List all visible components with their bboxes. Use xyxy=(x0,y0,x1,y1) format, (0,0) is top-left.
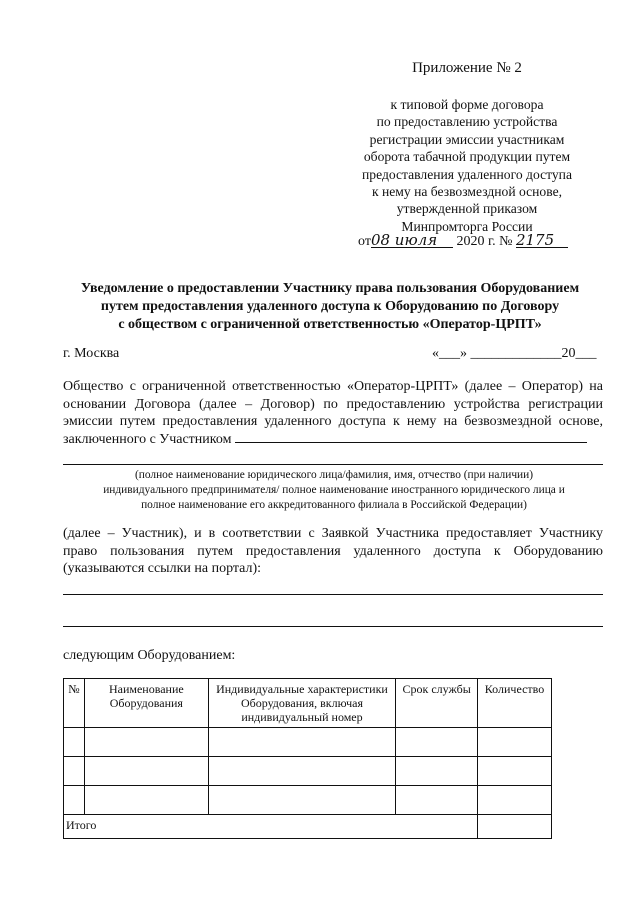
appendix-line: к нему на безвозмездной основе, xyxy=(371,184,563,200)
table-cell[interactable] xyxy=(396,786,478,815)
col-number: № xyxy=(64,679,85,728)
appendix-line: к типовой форме договора xyxy=(390,97,544,112)
table-cell[interactable] xyxy=(396,757,478,786)
participant-name-hint xyxy=(70,468,598,513)
handwritten-order-number: 2175 xyxy=(516,233,568,248)
appendix-reference xyxy=(332,96,602,235)
table-cell[interactable] xyxy=(64,786,85,815)
equipment-table xyxy=(63,678,552,839)
table-cell[interactable] xyxy=(208,786,396,815)
appendix-line: по предоставлению устройства xyxy=(376,114,558,130)
appendix-line: Минпромторга России xyxy=(401,218,533,234)
table-header-row xyxy=(64,679,552,728)
col-service-life: Срок службы xyxy=(396,679,478,728)
order-year: 2020 г. № xyxy=(456,234,513,249)
hint-line: индивидуального предпринимателя/ полное наименование иностранного юридического лица и xyxy=(103,484,565,496)
table-cell[interactable] xyxy=(208,728,396,757)
table-cell[interactable] xyxy=(84,786,208,815)
paragraph-participant: (далее – Участник), и в соответствии с Заявкой Участника предоставляет Участнику право пользования путем предоставления удаленного доступа к Оборудованию (указываются ссылки на портал): xyxy=(63,526,603,577)
table-cell[interactable] xyxy=(84,757,208,786)
table-cell[interactable] xyxy=(478,757,552,786)
paragraph-operator-text: Общество с ограниченной ответственностью «Оператор-ЦРПТ» (далее – Оператор) на основании Договора (далее – Договор) по предоставлению устройства регистрации эмиссии путем предоставления удаленного доступа к нему на безвозмездной основе, заключенного с Участником xyxy=(63,379,603,447)
total-quantity-cell[interactable] xyxy=(478,815,552,839)
appendix-line: предоставления удаленного доступа xyxy=(362,166,572,182)
col-quantity: Количество xyxy=(478,679,552,728)
col-equipment-name: Наименование Оборудования xyxy=(84,679,208,728)
table-cell[interactable] xyxy=(478,728,552,757)
hint-line: (полное наименование юридического лица/фамилия, имя, отчество (при наличии) xyxy=(134,469,534,481)
order-prefix: от xyxy=(358,234,371,249)
place: г. Москва xyxy=(63,346,120,361)
table-cell[interactable] xyxy=(64,728,85,757)
portal-link-line[interactable] xyxy=(63,594,603,595)
total-row xyxy=(64,815,552,839)
col-characteristics: Индивидуальные характеристики Оборудования, включая индивидуальный номер xyxy=(208,679,396,728)
table-row xyxy=(64,757,552,786)
total-label: Итого xyxy=(64,815,478,839)
heading-line: с обществом с ограниченной ответственностью «Оператор-ЦРПТ» xyxy=(118,317,542,332)
table-row xyxy=(64,728,552,757)
heading-line: путем предоставления удаленного доступа к Оборудованию по Договору xyxy=(100,299,560,314)
paragraph-operator xyxy=(63,378,603,448)
hint-line: полное наименование его аккредитованного филиала в Российской Федерации) xyxy=(141,499,527,511)
table-cell[interactable] xyxy=(64,757,85,786)
order-line xyxy=(358,233,568,250)
portal-link-line[interactable] xyxy=(63,626,603,627)
table-row xyxy=(64,786,552,815)
appendix-line: утвержденной приказом xyxy=(396,201,538,217)
table-cell[interactable] xyxy=(396,728,478,757)
table-cell[interactable] xyxy=(84,728,208,757)
equipment-intro: следующим Оборудованием: xyxy=(63,648,236,663)
appendix-title: Приложение № 2 xyxy=(412,60,522,76)
appendix-line: регистрации эмиссии участникам xyxy=(369,131,565,147)
document-heading xyxy=(60,280,600,334)
participant-name-line[interactable] xyxy=(63,464,603,465)
date-field[interactable]: «___» _____________20___ xyxy=(432,346,597,361)
handwritten-order-date: 08 июля xyxy=(371,233,453,248)
table-cell[interactable] xyxy=(478,786,552,815)
participant-name-field[interactable] xyxy=(235,442,587,443)
table-cell[interactable] xyxy=(208,757,396,786)
appendix-line: оборота табачной продукции путем xyxy=(363,149,571,165)
heading-line: Уведомление о предоставлении Участнику права пользования Оборудованием xyxy=(80,281,580,296)
